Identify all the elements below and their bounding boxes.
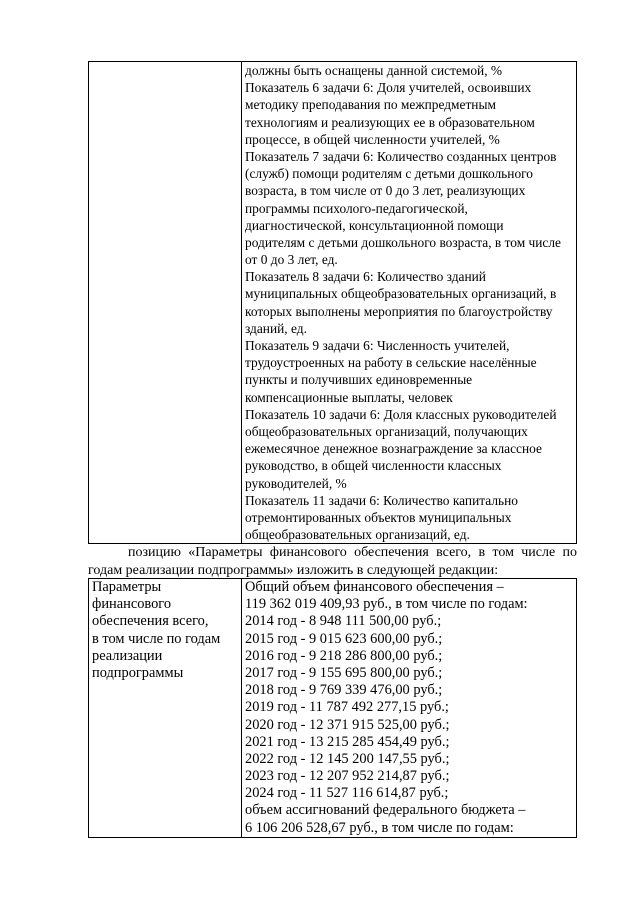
text-line: отремонтированных объектов муниципальных [245,509,512,525]
text-line: компенсационные выплаты, человек [245,389,453,405]
text-line: пункты и получивших единовременные [245,372,473,388]
text-line: 119 362 019 409,93 руб., в том числе по годам: [245,596,528,613]
text-line: Показатель 11 задачи 6: Количество капитально [245,492,518,508]
text-line: Показатель 10 задачи 6: Доля классных руководителей [245,406,557,422]
text-line: муниципальных общеобразовательных организаций, в [245,286,557,302]
text-line: 2021 год - 13 215 285 454,49 руб.; [245,733,450,750]
text-line: программы психолого-педагогической, [245,200,468,216]
text-line: 2024 год - 11 527 116 614,87 руб.; [245,785,449,802]
text-line: Общий объем финансового обеспечения – [245,579,504,595]
text-line: 2020 год - 12 371 915 525,00 руб.; [245,716,450,733]
table-row [89,579,577,838]
text-line: диагностической, консультационной помощи [245,217,504,233]
text-line: руководителей, % [245,475,347,491]
text-line: возраста, в том числе от 0 до 3 лет, реализующих [245,183,526,199]
text-line: 2015 год - 9 015 623 600,00 руб.; [245,630,443,647]
text-line: финансового [92,596,172,613]
text-line: Показатель 9 задачи 6: Численность учителей, [245,338,510,353]
text-line: общеобразовательных организаций, ед. [245,527,470,543]
text-line: 2016 год - 9 218 286 800,00 руб.; [245,647,443,664]
text-line: должны быть оснащены данной системой, % [245,63,503,78]
text-line: объем ассигнований федерального бюджета – [245,802,526,819]
text-line: 2019 год - 11 787 492 277,15 руб.; [245,699,449,716]
text-line: 2022 год - 12 145 200 147,55 руб.; [245,750,450,767]
text-line: Показатель 6 задачи 6: Доля учителей, освоивших [245,80,532,96]
financing-table [88,578,577,838]
text-line: Показатель 8 задачи 6: Количество зданий [245,269,486,285]
table-row [89,62,577,544]
text-line: ежемесячное денежное вознаграждение за классное [245,441,542,457]
text-line: Показатель 7 задачи 6: Количество созданных центров [245,148,557,164]
text-line: 2014 год - 8 948 111 500,00 руб.; [245,613,442,630]
text-line: 6 106 206 528,67 руб., в том числе по годам: [245,819,514,836]
text-line: 2018 год - 9 769 339 476,00 руб.; [245,682,443,699]
table-cell-financing-values [242,579,577,838]
text-line: которых выполнены мероприятия по благоустройству [245,303,553,319]
table-cell-indicators [242,62,577,544]
text-line: от 0 до 3 лет, ед. [245,252,338,268]
text-line: процессе, в общей численности учителей, % [245,131,500,147]
text-line: 2017 год - 9 155 695 800,00 руб.; [245,664,443,681]
text-line: 2023 год - 12 207 952 214,87 руб.; [245,768,450,785]
text-line: трудоустроенных на работу в сельские населённые [245,355,537,371]
text-line: в том числе по годам [92,630,221,647]
text-line: общеобразовательных организаций, получающих [245,423,528,439]
text-line: Параметры [92,579,162,595]
table-cell-left-empty [89,62,242,544]
text-line: реализации [92,647,163,664]
text-line: (служб) помощи родителям с детьми дошкольного [245,166,534,182]
table-cell-parameter-name [89,579,242,838]
text-line: подпрограммы [92,664,184,681]
text-line: технологиям и реализующих ее в образовательном [245,114,535,130]
text-line: методику преподавания по межпредметным [245,97,496,113]
paragraph-line: позицию «Параметры финансового обеспечения всего, в том числе по [128,545,577,560]
amendment-paragraph [88,544,577,579]
text-line: руководство, в общей численности классных [245,458,502,474]
text-line: обеспечения всего, [92,613,209,630]
text-line: родителям с детьми дошкольного возраста, в том числе [245,234,561,250]
paragraph-line: годам реализации подпрограммы» изложить в следующей редакции: [88,562,499,578]
indicators-table [88,61,577,544]
text-line: зданий, ед. [245,320,307,336]
